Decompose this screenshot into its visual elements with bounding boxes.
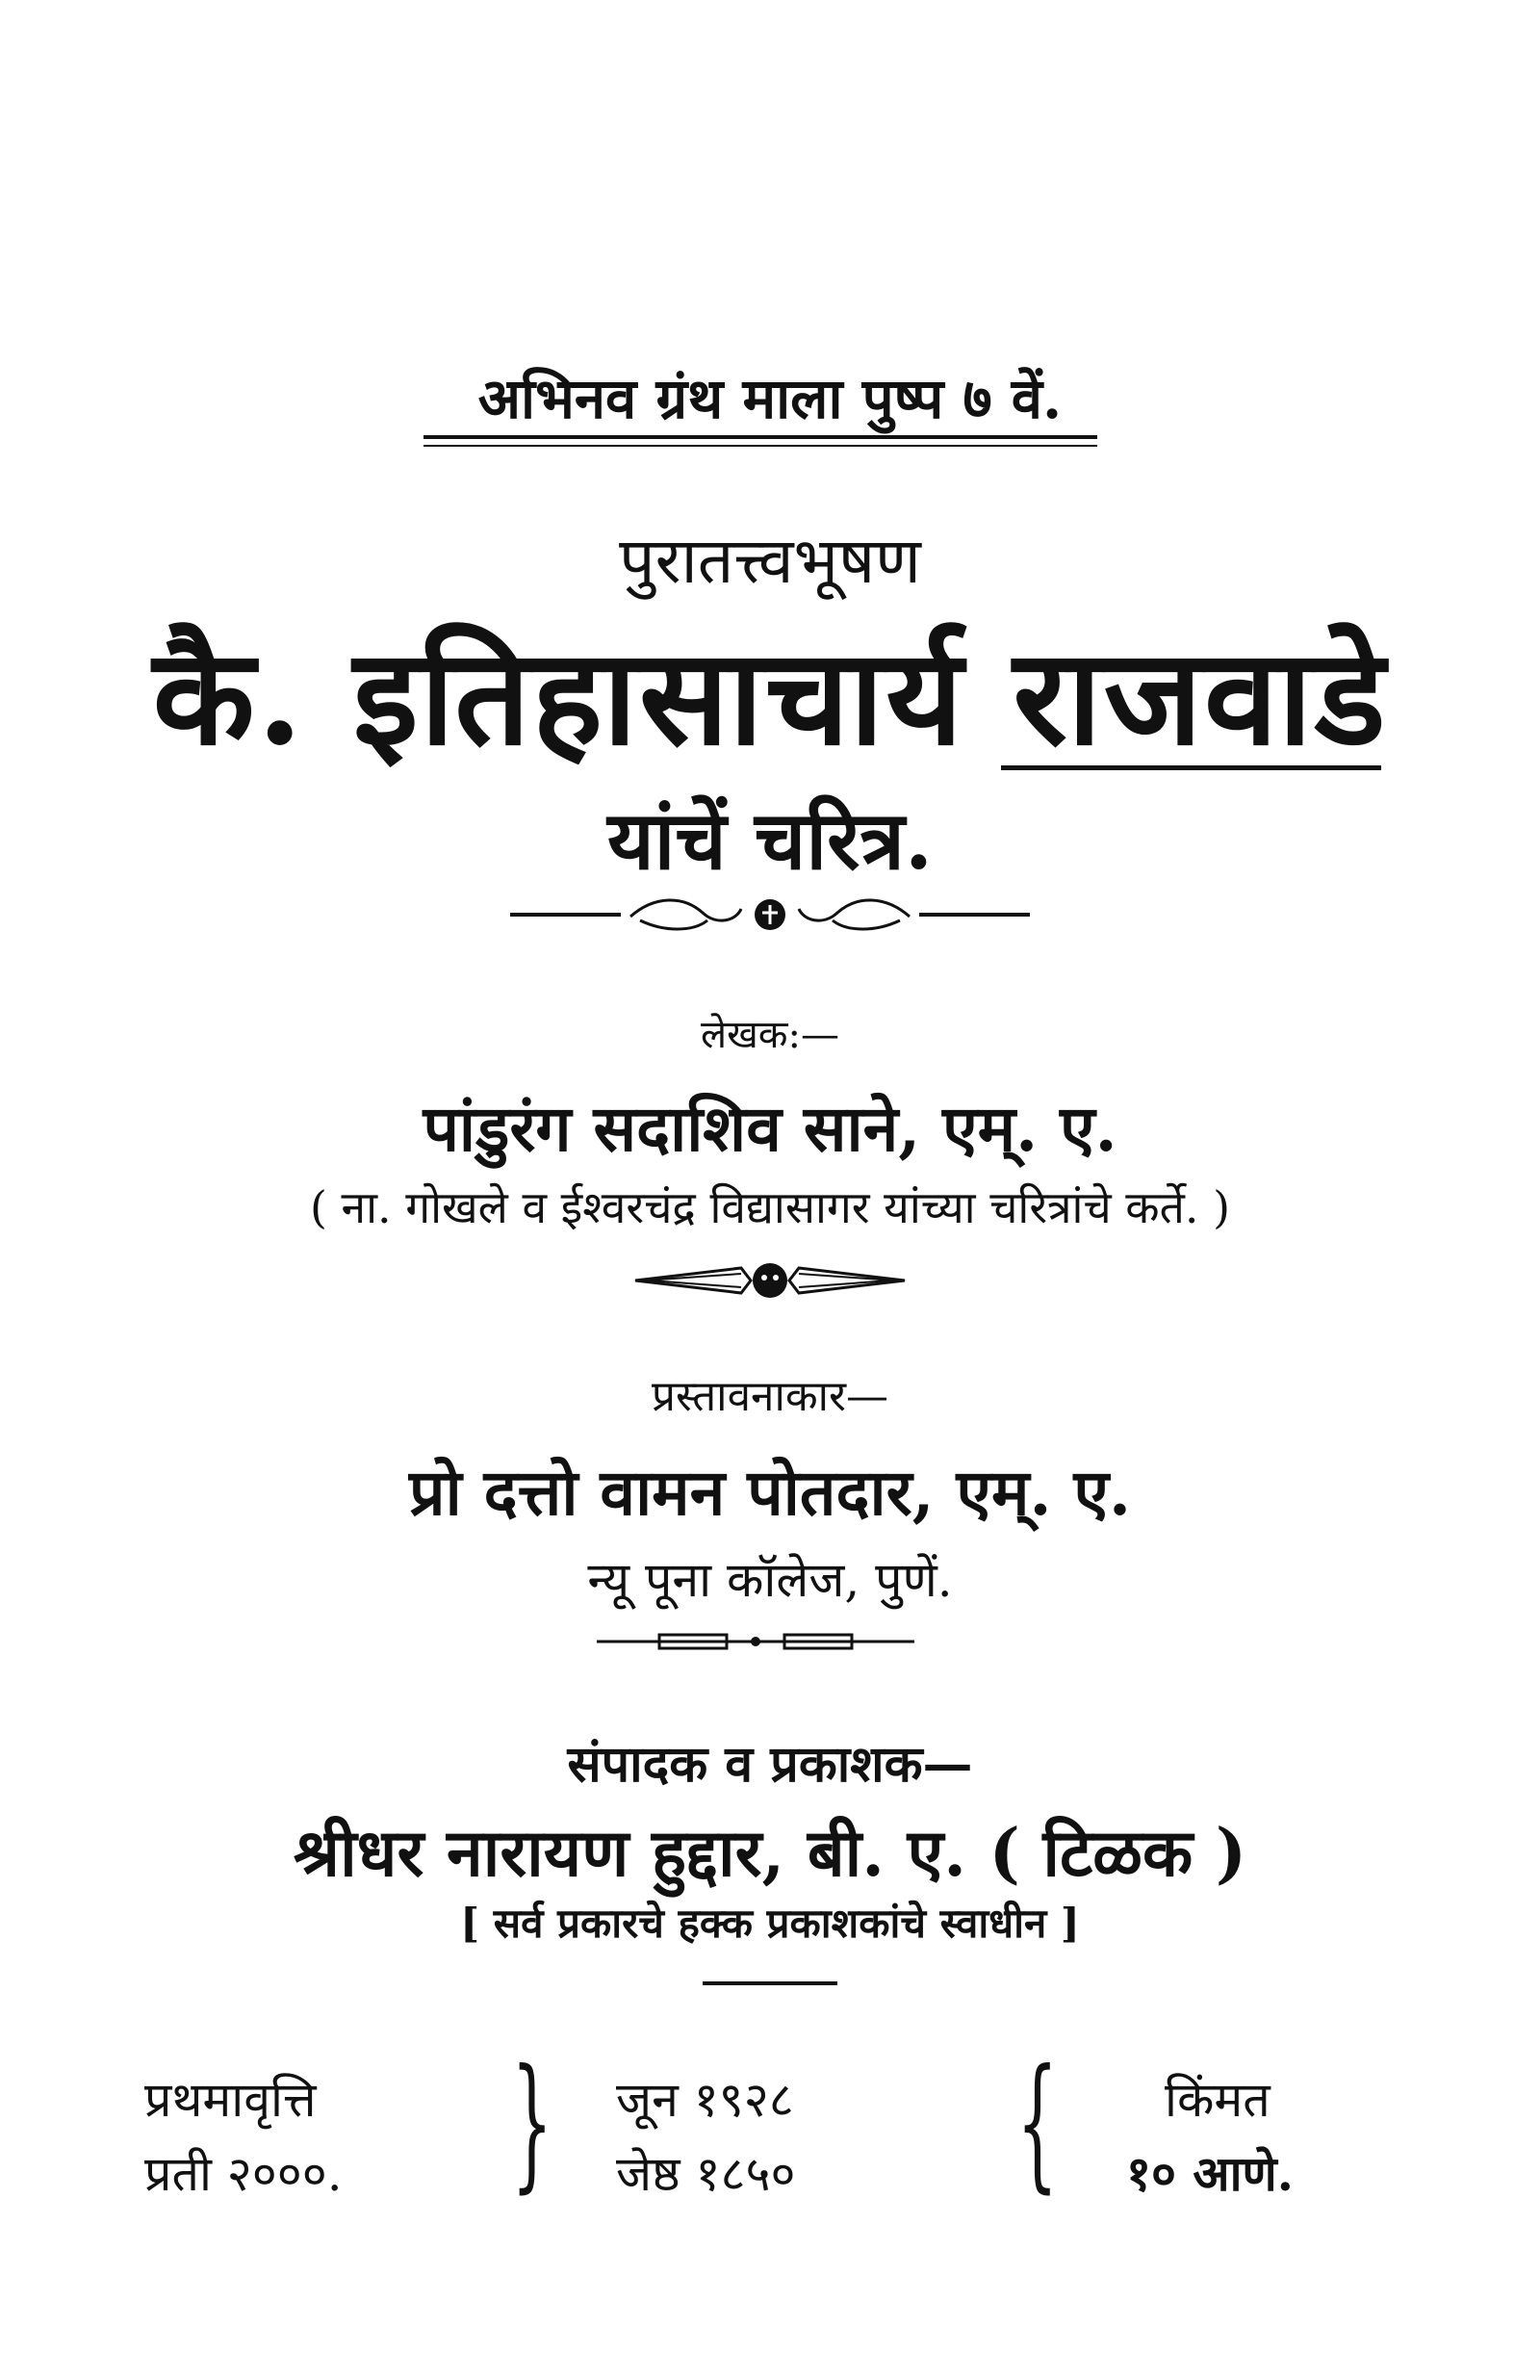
winged-head-ornament — [626, 1256, 914, 1305]
publication-date-month: जून १९२८ — [616, 2072, 794, 2128]
author-note: ( ना. गोखले व ईश्वरचंद्र विद्यासागर यांच्या चरित्रांचे कर्ते. ) — [309, 1181, 1231, 1233]
author-label: लेखक:— — [700, 1013, 840, 1057]
preface-label: प्रस्तावनाकार— — [651, 1372, 889, 1421]
dash-ornament-divider — [592, 1627, 919, 1656]
short-divider — [703, 1981, 837, 1985]
price-value: १० आणे. — [1126, 2145, 1295, 2202]
book-subtitle: यांचें चरित्र. — [606, 792, 934, 888]
publication-date-shaka: जेष्ठ १८५० — [616, 2146, 796, 2202]
right-brace: { — [1016, 2039, 1059, 2207]
publisher-name: श्रीधर नारायण हुद्दार, बी. ए. ( टिळक ) — [293, 1815, 1247, 1892]
scroll-ornament-divider — [510, 886, 1030, 944]
price-label: किंमत — [1165, 2072, 1270, 2128]
edition-label: प्रथमावृत्ति — [144, 2072, 317, 2128]
book-title: कै. इतिहासाचार्य राजवाडे — [152, 618, 1388, 775]
title-underline — [1001, 765, 1381, 770]
series-rule-bottom — [424, 445, 1097, 447]
series-rule-top — [424, 435, 1097, 439]
preface-author: प्रो दत्तो वामन पोतदार, एम्. ए. — [409, 1455, 1131, 1530]
honorific: पुरातत्त्वभूषण — [619, 524, 921, 598]
preface-institution: न्यू पूना कॉलेज, पुणें. — [587, 1552, 953, 1608]
copies-count: प्रती २०००. — [144, 2146, 343, 2202]
left-brace: } — [511, 2039, 553, 2207]
series-line: अभिनव ग्रंथ माला पुष्प ७ वें. — [477, 366, 1063, 431]
rights-notice: [ सर्व प्रकारचे हक्क प्रकाशकांचे स्वाधीन ] — [460, 1900, 1080, 1947]
publisher-label: संपादक व प्रकाशक— — [567, 1735, 973, 1794]
author-name: पांडुरंग सदाशिव साने, एम्. ए. — [423, 1091, 1117, 1166]
